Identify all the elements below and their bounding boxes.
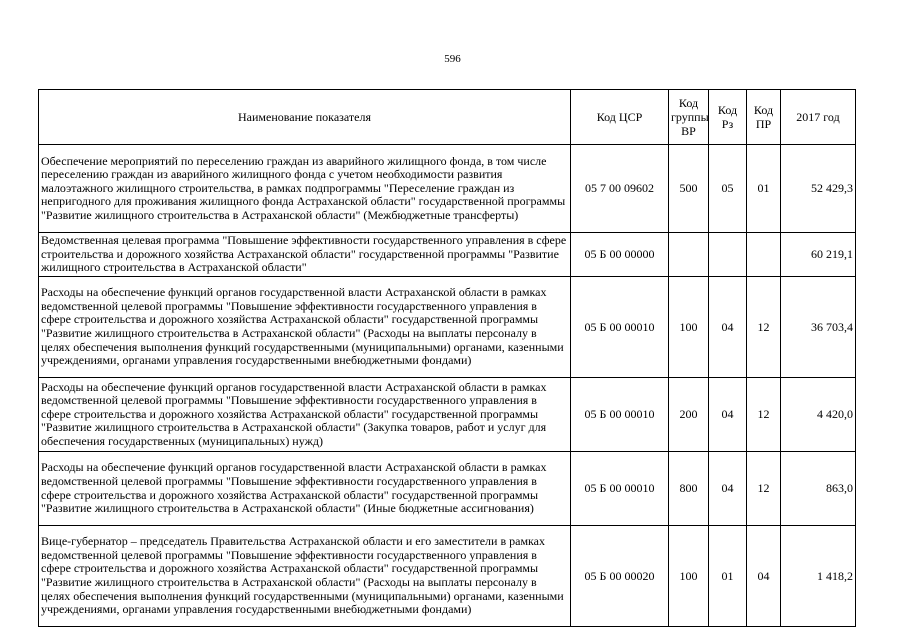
row-rz: 05	[709, 145, 747, 233]
row-vr: 100	[669, 526, 709, 627]
row-vr: 100	[669, 277, 709, 378]
row-pr: 01	[747, 145, 781, 233]
row-vr: 800	[669, 452, 709, 526]
row-vr	[669, 233, 709, 277]
row-rz: 04	[709, 277, 747, 378]
row-vr: 500	[669, 145, 709, 233]
row-amount: 4 420,0	[781, 378, 856, 452]
header-csr: Код ЦСР	[571, 90, 669, 145]
table-row	[39, 145, 856, 233]
row-vr: 200	[669, 378, 709, 452]
table-row	[39, 526, 856, 627]
row-pr	[747, 233, 781, 277]
row-pr: 04	[747, 526, 781, 627]
header-vr: Код группы ВР	[669, 90, 709, 145]
row-pr: 12	[747, 277, 781, 378]
row-amount: 863,0	[781, 452, 856, 526]
table-header-row	[39, 90, 856, 145]
row-amount: 1 418,2	[781, 526, 856, 627]
header-name: Наименование показателя	[39, 90, 571, 145]
row-csr: 05 Б 00 00010	[571, 378, 669, 452]
row-name: Обеспечение мероприятий по переселению граждан из аварийного жилищного фонда, в том числе переселению граждан из аварийного жилищного фонда с учетом необходимости развития малоэтажного жилищного строительства, в рамках подпрограммы "Переселение граждан из непригодного для проживания жилищного фонда Астраханской области" государственной программы "Развитие жилищного строительства в Астраханской области" (Межбюджетные трансферты)	[39, 145, 571, 233]
row-amount: 60 219,1	[781, 233, 856, 277]
row-csr: 05 Б 00 00020	[571, 526, 669, 627]
budget-table	[38, 89, 856, 627]
row-rz	[709, 233, 747, 277]
table-row	[39, 277, 856, 378]
row-name: Расходы на обеспечение функций органов государственной власти Астраханской области в рамках ведомственной целевой программы "Повышение эффективности государственного управления в сфере строительства и дорожного хозяйства Астраханской области" государственной программы "Развитие жилищного строительства в Астраханской области" (Расходы на выплаты персоналу в целях обеспечения выполнения функций государственными (муниципальными) органами, казенными учреждениями, органами управления государственными внебюджетными фондами)	[39, 277, 571, 378]
header-rz: Код Рз	[709, 90, 747, 145]
row-rz: 04	[709, 452, 747, 526]
row-csr: 05 Б 00 00000	[571, 233, 669, 277]
table-row	[39, 233, 856, 277]
row-rz: 04	[709, 378, 747, 452]
table-row	[39, 378, 856, 452]
row-name: Расходы на обеспечение функций органов государственной власти Астраханской области в рамках ведомственной целевой программы "Повышение эффективности государственного управления в сфере строительства и дорожного хозяйства Астраханской области" государственной программы "Развитие жилищного строительства в Астраханской области" (Закупка товаров, работ и услуг для обеспечения государственных (муниципальных) нужд)	[39, 378, 571, 452]
header-pr: Код ПР	[747, 90, 781, 145]
row-pr: 12	[747, 378, 781, 452]
row-csr: 05 Б 00 00010	[571, 277, 669, 378]
row-rz: 01	[709, 526, 747, 627]
row-amount: 36 703,4	[781, 277, 856, 378]
header-year: 2017 год	[781, 90, 856, 145]
row-csr: 05 7 00 09602	[571, 145, 669, 233]
row-csr: 05 Б 00 00010	[571, 452, 669, 526]
row-name: Ведомственная целевая программа "Повышение эффективности государственного управления в сфере строительства и дорожного хозяйства Астраханской области" государственной программы "Развитие жилищного строительства в Астраханской области"	[39, 233, 571, 277]
row-amount: 52 429,3	[781, 145, 856, 233]
row-name: Вице-губернатор – председатель Правительства Астраханской области и его заместители в рамках ведомственной целевой программы "Повышение эффективности государственного управления в сфере строительства и дорожного хозяйства Астраханской области" государственной программы "Развитие жилищного строительства в Астраханской области" (Расходы на выплаты персоналу в целях обеспечения выполнения функций государственными (муниципальными) органами, казенными учреждениями, органами управления государственными внебюджетными фондами)	[39, 526, 571, 627]
table-row	[39, 452, 856, 526]
page-number: 596	[444, 53, 461, 65]
row-pr: 12	[747, 452, 781, 526]
row-name: Расходы на обеспечение функций органов государственной власти Астраханской области в рамках ведомственной целевой программы "Повышение эффективности государственного управления в сфере строительства и дорожного хозяйства Астраханской области" государственной программы "Развитие жилищного строительства в Астраханской области" (Иные бюджетные ассигнования)	[39, 452, 571, 526]
